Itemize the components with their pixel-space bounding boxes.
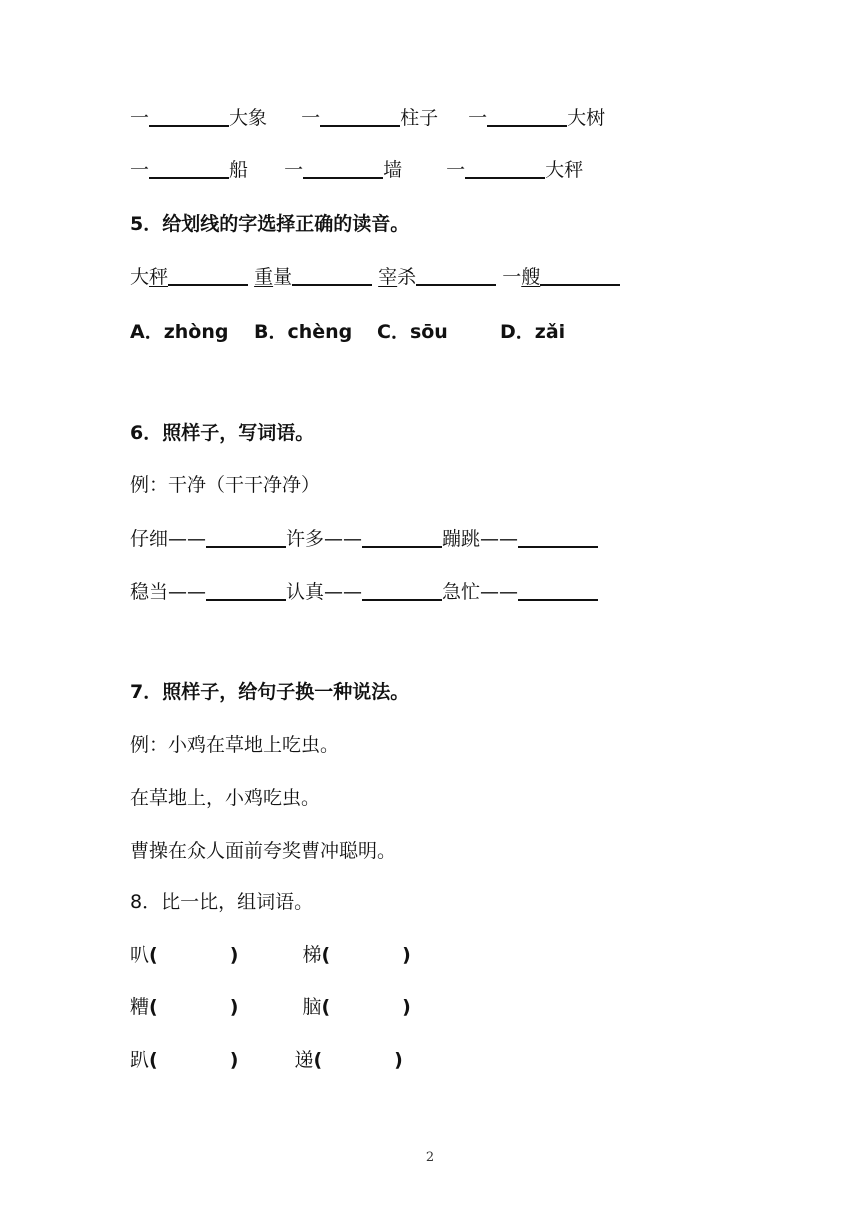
measure-item: 一 墙 xyxy=(284,159,403,181)
compare-item: 脑( ) xyxy=(302,996,411,1018)
compare-item: 糟( ) xyxy=(130,996,239,1018)
question-8-title: 8．比一比，组词语。 xyxy=(130,891,314,913)
answer-blank[interactable] xyxy=(540,264,620,286)
answer-blank[interactable] xyxy=(518,579,598,601)
word-item: 蹦跳—— xyxy=(442,526,598,552)
compare-item: 递( ) xyxy=(294,1049,403,1071)
question-6-row-1 xyxy=(130,526,598,552)
compare-row-2 xyxy=(130,994,411,1020)
answer-blank[interactable] xyxy=(149,157,229,179)
word-item: 许多—— xyxy=(286,526,442,552)
measure-word-row-2 xyxy=(130,157,583,183)
answer-blank[interactable] xyxy=(362,579,442,601)
option-c: C．sōu xyxy=(377,321,448,343)
answer-blank[interactable] xyxy=(416,264,496,286)
compare-item: 叭( ) xyxy=(130,944,239,966)
answer-blank[interactable] xyxy=(465,157,545,179)
answer-blank[interactable] xyxy=(168,264,248,286)
pronunciation-item: 一艘 xyxy=(502,264,620,290)
option-b: B．chèng xyxy=(254,321,353,343)
answer-blank[interactable] xyxy=(303,157,383,179)
pronunciation-item: 宰杀 xyxy=(378,264,496,290)
measure-item: 一 大秤 xyxy=(446,159,584,181)
question-7-title: 7．照样子，给句子换一种说法。 xyxy=(130,681,410,703)
answer-blank[interactable] xyxy=(149,105,229,127)
answer-blank[interactable] xyxy=(206,526,286,548)
question-7-example-answer: 在草地上，小鸡吃虫。 xyxy=(130,787,321,809)
answer-blank[interactable] xyxy=(518,526,598,548)
option-a: A．zhòng xyxy=(130,321,229,343)
compare-row-3 xyxy=(130,1047,403,1073)
answer-blank[interactable] xyxy=(362,526,442,548)
compare-item: 梯( ) xyxy=(302,944,411,966)
answer-blank[interactable] xyxy=(320,105,400,127)
word-item: 稳当—— xyxy=(130,579,286,605)
question-6-example: 例：干净（干干净净） xyxy=(130,474,321,496)
question-6-row-2 xyxy=(130,579,598,605)
answer-blank[interactable] xyxy=(292,264,372,286)
question-5-options xyxy=(130,319,565,345)
answer-blank[interactable] xyxy=(206,579,286,601)
word-item: 仔细—— xyxy=(130,526,286,552)
question-7-example: 例：小鸡在草地上吃虫。 xyxy=(130,734,340,756)
measure-item: 一 船 xyxy=(130,159,249,181)
measure-item: 一 柱子 xyxy=(301,107,439,129)
measure-word-row-1 xyxy=(130,105,605,131)
option-d: D．zǎi xyxy=(500,321,566,343)
pronunciation-item: 大秤 xyxy=(130,264,248,290)
word-item: 认真—— xyxy=(286,579,442,605)
question-6-title: 6．照样子，写词语。 xyxy=(130,422,315,444)
pronunciation-item: 重量 xyxy=(254,264,372,290)
compare-row-1 xyxy=(130,942,411,968)
measure-item: 一 大象 xyxy=(130,107,268,129)
page-number: 2 xyxy=(425,1150,435,1165)
question-5-title: 5．给划线的字选择正确的读音。 xyxy=(130,213,410,235)
question-5-items xyxy=(130,264,620,290)
compare-item: 趴( ) xyxy=(130,1049,239,1071)
word-item: 急忙—— xyxy=(442,579,598,605)
answer-blank[interactable] xyxy=(487,105,567,127)
measure-item: 一 大树 xyxy=(468,107,606,129)
question-7-sentence: 曹操在众人面前夸奖曹冲聪明。 xyxy=(130,840,397,862)
